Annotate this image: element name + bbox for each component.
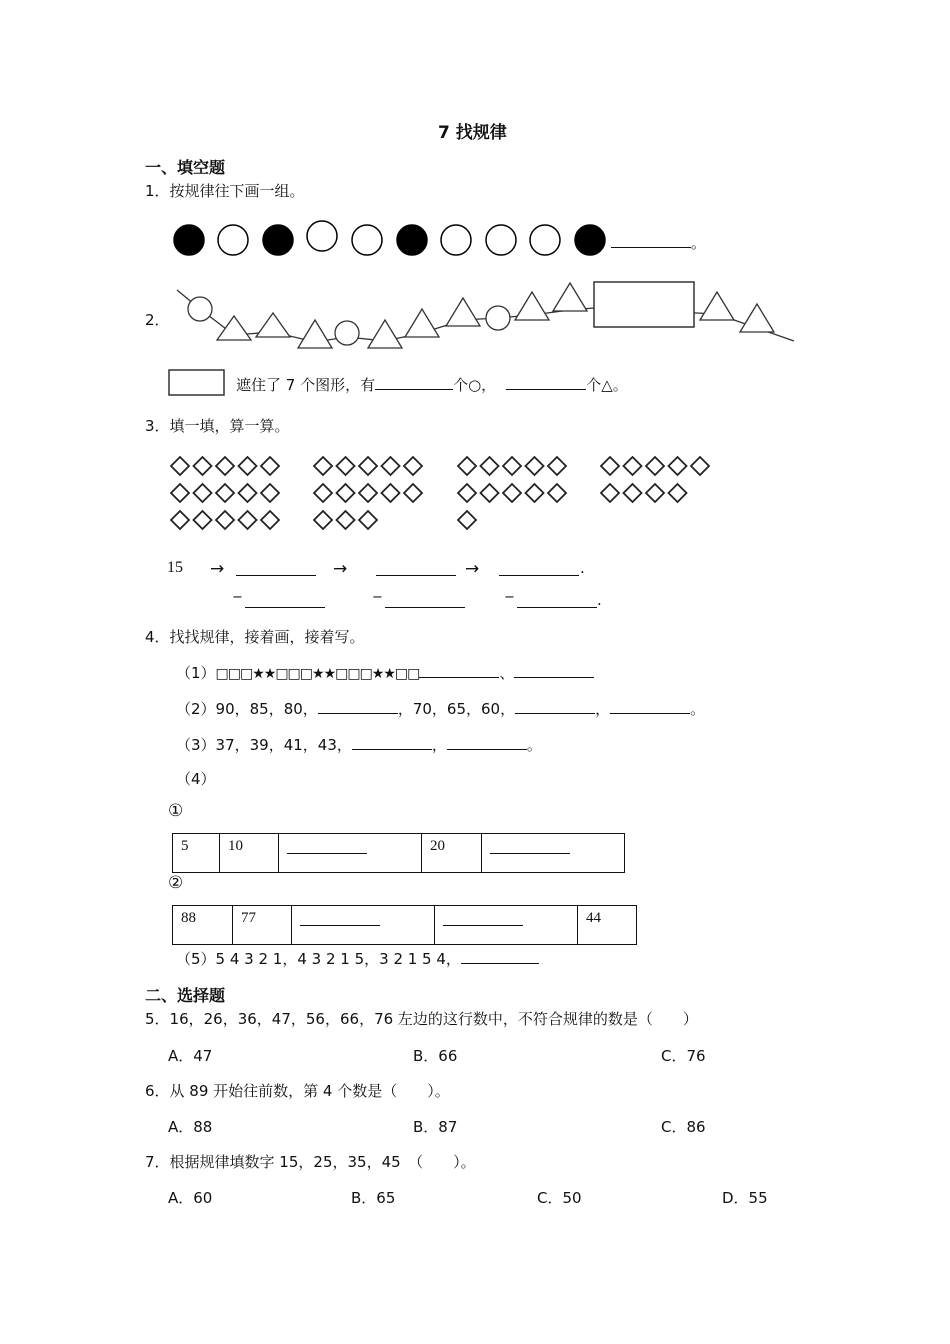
diamond-shape [171,511,189,529]
diamond-shape [359,484,377,502]
q3-text: 3．填一填，算一算。 [145,417,290,435]
q3-minus-2: − [372,590,383,605]
q3-minus-blank-2[interactable] [385,593,465,608]
q4-p2-seq-a: 90，85，80， [215,700,318,718]
diamond-shape [216,457,234,475]
q3-arrow-1: → [210,559,225,579]
q2-cover-box-icon [168,369,226,397]
triangle-shape [446,298,480,326]
diamond-shape [404,457,422,475]
q2-triangle-blank[interactable] [506,375,586,390]
q4-p1-blank-2[interactable] [514,663,594,678]
diamond-shape [624,484,642,502]
diamond-shape [261,484,279,502]
q4-table-2 [172,905,637,945]
diamond-shape [481,457,499,475]
q7-option-b[interactable]: B．65 [351,1189,396,1207]
diamond-shape [359,511,377,529]
table2-blank-cell[interactable] [292,906,435,945]
triangle-shape [405,309,439,337]
q4-p5-seq: 5 4 3 2 1，4 3 2 1 5，3 2 1 5 4， [215,950,461,968]
q3-blank-1[interactable] [236,561,316,576]
triangle-shape [256,313,290,337]
diamond-shape [481,484,499,502]
q4-part3 [176,734,542,755]
diamond-shape [404,484,422,502]
circle-empty [352,225,382,255]
table1-cell: 5 [173,834,220,873]
q5-option-c[interactable]: C．76 [661,1047,706,1065]
q3-minus-blank-1[interactable] [245,593,325,608]
q1-circle-pattern [170,220,630,260]
q3-dot-2: . [597,591,602,609]
diamond-shape [646,484,664,502]
q2-cover-prefix: 遮住了 7 个图形，有 [236,376,376,394]
q3-diamond-groups [168,452,728,542]
circle-filled [174,225,204,255]
q3-minus-3: − [504,590,515,605]
diamond-shape [194,457,212,475]
q6-text: 6．从 89 开始往前数，第 4 个数是（ ）。 [145,1082,450,1100]
q4-p3-comma: ， [431,736,447,754]
section-choice-heading: 二、选择题 [145,986,226,1005]
diamond-shape [382,484,400,502]
q4-p4-label: （4） [176,770,216,788]
diamond-shape [458,511,476,529]
circle-empty [307,221,337,251]
q4-p1-sequence: □□□★★□□□★★□□□★★□□ [215,666,420,682]
diamond-shape [337,484,355,502]
triangle-shape [515,292,549,320]
q7-option-c[interactable]: C．50 [537,1189,582,1207]
diamond-shape [261,457,279,475]
q2-shape-chain [172,280,802,360]
circle-empty [218,225,248,255]
table2-blank-cell[interactable] [435,906,578,945]
circle-shape [335,321,359,345]
circle-empty [441,225,471,255]
diamond-shape [458,457,476,475]
q4-p3-end: 。 [526,736,542,754]
q2-unit-triangle: 个△。 [586,376,628,394]
table2-cell: 77 [233,906,292,945]
diamond-shape [239,511,257,529]
diamond-shape [669,484,687,502]
table2-cell: 44 [578,906,637,945]
diamond-shape [261,511,279,529]
q4-p2-blank-1[interactable] [318,699,398,714]
diamond-shape [526,457,544,475]
table2-cell: 88 [173,906,233,945]
diamond-shape [239,484,257,502]
cover-box [594,282,694,327]
q7-text: 7．根据规律填数字 15，25，35，45 （ ）。 [145,1153,476,1171]
q5-text: 5．16，26，36，47，56，66，76 左边的这行数中，不符合规律的数是（ ） [145,1010,698,1028]
q4-sub1-label: ① [168,801,184,821]
diamond-shape [458,484,476,502]
q4-p3-label: （3） [176,736,216,754]
q4-p1-blank-1[interactable] [419,663,499,678]
diamond-shape [548,457,566,475]
diamond-shape [503,484,521,502]
q2-circle-blank[interactable] [375,375,453,390]
page-title: 7 找规律 [438,123,507,143]
diamond-shape [624,457,642,475]
circle-filled [575,225,605,255]
q4-table-1 [172,833,625,873]
q4-p1-label: （1） [176,664,216,682]
diamond-shape [601,457,619,475]
q4-p2-seq-b: ，70，65，60， [397,700,516,718]
q4-p5-blank[interactable] [461,949,539,964]
q4-p2-blank-3[interactable] [610,699,690,714]
diamond-shape [171,457,189,475]
q2-cover-text [236,374,628,395]
diamond-shape [239,457,257,475]
q4-p1-sep: 、 [499,664,515,682]
q2-label: 2． [145,311,170,329]
q4-p2-end: 。 [690,700,706,718]
q4-p3-seq: 37，39，41，43， [215,736,352,754]
q4-part1 [176,662,594,683]
diamond-shape [314,484,332,502]
q4-p2-blank-2[interactable] [515,699,595,714]
circle-filled [397,225,427,255]
table1-cell: 20 [422,834,482,873]
triangle-shape [700,292,734,320]
diamond-shape [669,457,687,475]
q6-option-b[interactable]: B．87 [413,1118,458,1136]
diamond-shape [646,457,664,475]
triangle-shape [553,283,587,311]
q7-option-a[interactable]: A．60 [168,1189,213,1207]
triangle-shape [217,316,251,340]
diamond-shape [194,484,212,502]
q4-p2-comma: ， [595,700,611,718]
circle-shape [486,306,510,330]
q4-part5 [176,948,539,969]
q6-option-c[interactable]: C．86 [661,1118,706,1136]
q4-p3-blank-1[interactable] [352,735,432,750]
q1-answer-blank[interactable] [611,233,691,248]
q3-blank-2[interactable] [376,561,456,576]
diamond-shape [359,457,377,475]
diamond-shape [314,457,332,475]
q4-p5-label: （5） [176,950,216,968]
diamond-shape [691,457,709,475]
diamond-shape [216,484,234,502]
q7-option-d[interactable]: D．55 [722,1189,768,1207]
triangle-shape [368,320,402,348]
q6-option-a[interactable]: A．88 [168,1118,213,1136]
q4-part2 [176,698,705,719]
q4-p2-label: （2） [176,700,216,718]
diamond-shape [382,457,400,475]
triangle-shape [298,320,332,348]
diamond-shape [337,457,355,475]
q3-blank-3[interactable] [499,561,579,576]
diamond-shape [526,484,544,502]
table1-blank-cell[interactable] [279,834,422,873]
table1-blank-cell[interactable] [482,834,625,873]
diamond-shape [548,484,566,502]
circle-empty [530,225,560,255]
q4-p3-blank-2[interactable] [447,735,527,750]
section-fill-in-heading: 一、填空题 [145,158,226,177]
q4-sub2-label: ② [168,873,184,893]
circle-shape [188,297,212,321]
circle-filled [263,225,293,255]
q3-minus-blank-3[interactable] [517,593,597,608]
q1-end: 。 [691,234,707,252]
q4-text: 4．找找规律，接着画，接着写。 [145,628,365,646]
q5-option-a[interactable]: A．47 [168,1047,213,1065]
circle-empty [486,225,516,255]
diamond-shape [194,511,212,529]
q2-unit-circle: 个○， [453,376,497,394]
q3-arrow-3: → [465,559,480,579]
q5-option-b[interactable]: B．66 [413,1047,458,1065]
diamond-shape [216,511,234,529]
q3-minus-1: − [232,590,243,605]
diamond-shape [503,457,521,475]
q1-text: 1．按规律往下画一组。 [145,182,305,200]
diamond-shape [601,484,619,502]
diamond-shape [314,511,332,529]
diamond-shape [171,484,189,502]
q3-arrow-2: → [333,559,348,579]
table1-cell: 10 [220,834,279,873]
q3-dot-1: . [580,559,585,577]
triangle-shape [740,304,774,332]
diamond-shape [337,511,355,529]
q3-start-number: 15 [167,559,183,576]
